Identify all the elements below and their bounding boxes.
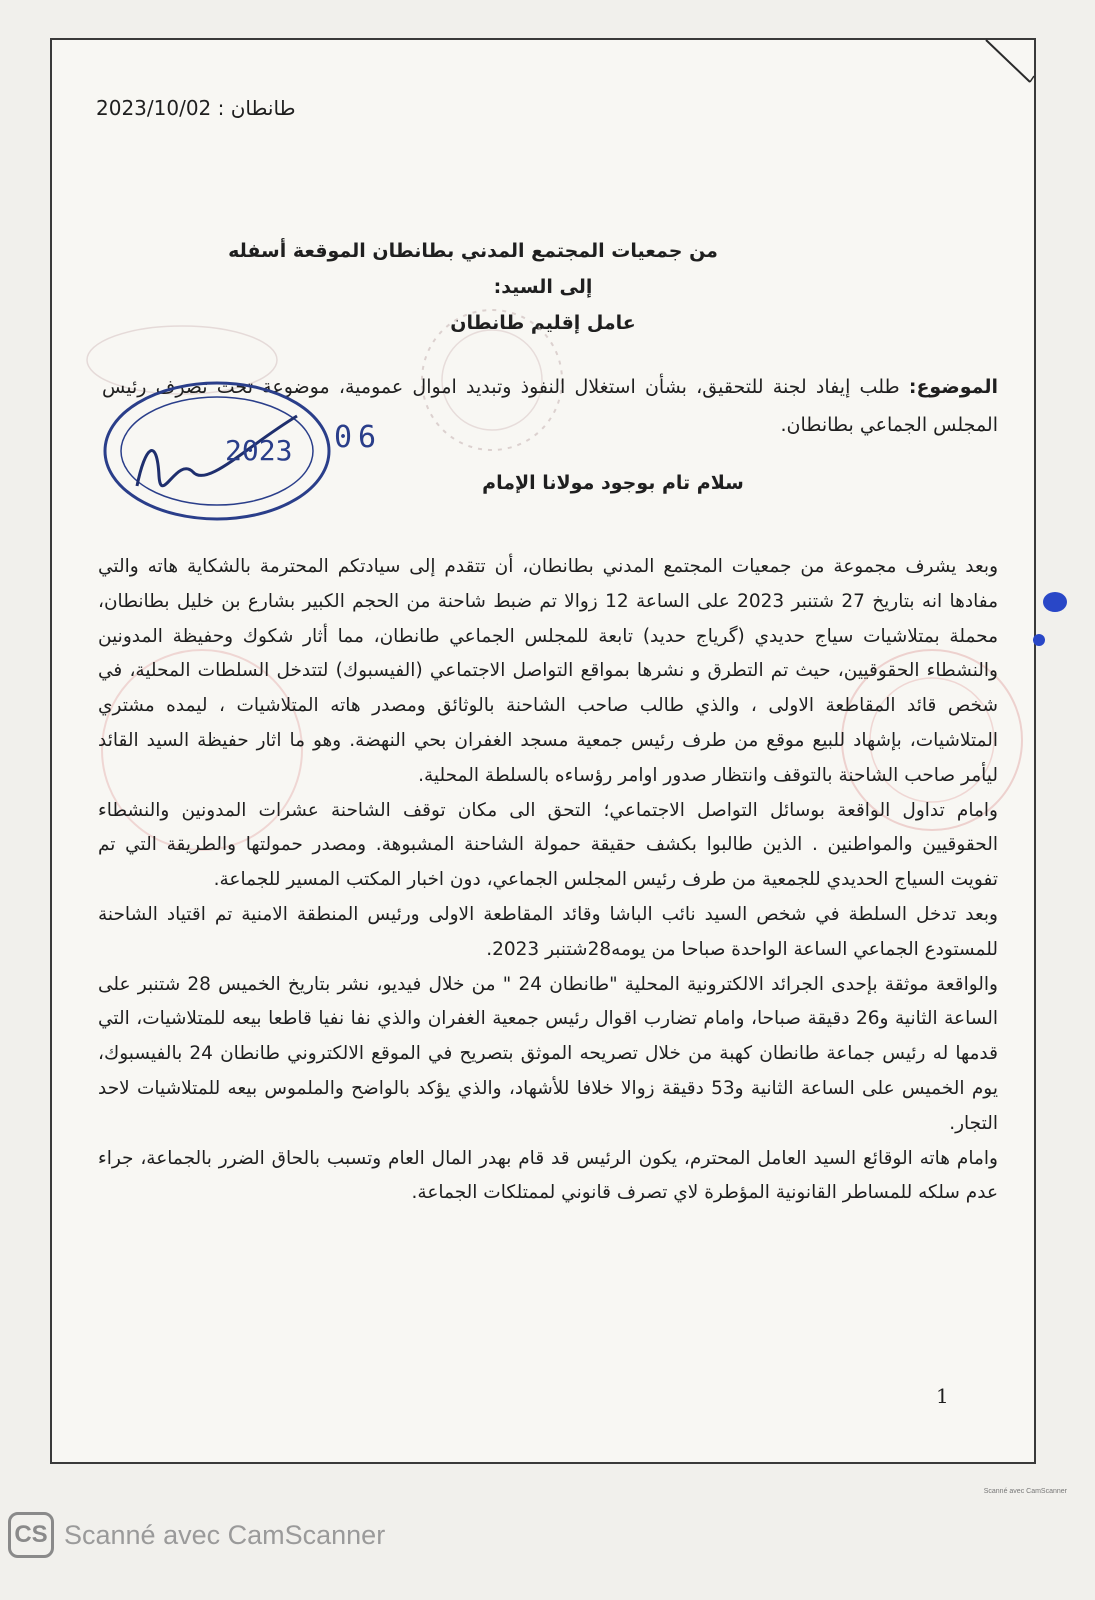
official-stamp	[97, 376, 337, 526]
body-paragraph-1: وبعد يشرف مجموعة من جمعيات المجتمع المدني بطانطان، أن تتقدم إلى سيادتكم المحترمة بالشكاية هاته والتي مفادها انه بتاريخ 27 شتنبر 2023 على الساعة 12 زوالا تم ضبط شاحنة من الحجم الكبير بشارع بن خليل بطانطان، محملة بمتلاشيات سياج حديدي (گرياج حديد) تابعة للمجلس الجماعي طانطان، مما أثار شكوك وحفيظة المدونين والنشطاء الحقوقيين، حيث تم التطرق و نشرها بمواقع التواصل الاجتماعي (الفيسبوك) لتتدخل السلطات المحلية، في شخص قائد المقاطعة الاولى ، والذي طالب صاحب الشاحنة بالوثائق ومصدر هاته المتلاشيات ، ليمده مشتري المتلاشيات، بإشهاد للبيع موقع من طرف رئيس جمعية مسجد الغفران بحي النهضة. وهو ما اثار حفيظة السيد القائد ليأمر صاحب الشاحنة بالتوقف وانتظار صدور اوامر رؤساءه بالسلطة المحلية.	[98, 556, 998, 786]
stamp-day: 06	[334, 420, 383, 455]
body-paragraph-2: وامام تداول الواقعة بوسائل التواصل الاجتماعي؛ التحق الى مكان توقف الشاحنة عشرات المدونين والنشطاء الحقوقيين والمواطنين . الذين طالبوا بكشف حقيقة حمولة الشاحنة المشبوهة. ومصدر حمولتها والطريقة التي تم تفويت السياج الحديدي للجمعية من طرف رئيس المجلس الجماعي، دون اخبار المكتب المسير للجماعة.	[98, 799, 998, 891]
salutation: سلام تام بوجود مولانا الإمام	[482, 472, 744, 494]
body-paragraph-3: وبعد تدخل السلطة في شخص السيد نائب الباشا وقائد المقاطعة الاولى ورئيس المنطقة الامنية تم اقتياد الشاحنة للمستودع الجماعي الساعة الواحدة صباحا من يومه28شتنبر 2023.	[98, 903, 998, 960]
camscanner-watermark	[8, 1512, 385, 1558]
subject-text: طلب إيفاد لجنة للتحقيق، بشأن استغلال النفوذ وتبديد اموال عمومية، موضوعة تحت تصرف رئيس المجلس الجماعي بطانطان.	[102, 376, 998, 436]
corner-pen-mark	[980, 36, 1040, 88]
camscanner-label: Scanné avec CamScanner	[64, 1519, 386, 1550]
page-number: 1	[936, 1384, 949, 1408]
camscanner-tiny-label: Scanné avec CamScanner	[983, 1488, 1067, 1495]
ink-blot	[1043, 592, 1067, 612]
ink-blot-small	[1033, 634, 1045, 646]
header-to-label: إلى السيد:	[493, 276, 593, 298]
date-line: طانطان : 2023/10/02	[96, 96, 296, 120]
letter-header	[52, 233, 1034, 341]
body-paragraph-4: والواقعة موثقة بإحدى الجرائد الالكترونية المحلية "طانطان 24 " من خلال فيديو، نشر بتاريخ الخميس 28 شتنبر على الساعة الثانية و26 دقيقة صباحا، وامام تضارب اقوال رئيس جمعية الغفران والذي نفا نفيا قاطعا بيعه للمتلاشيات، التي قدمها له رئيس جماعة طانطان كهبة من خلال تصريحه الموثق بتصريح في الموقع الالكتروني طانطان 24 بالفيسبوك، يوم الخميس على الساعة الثانية و53 دقيقة زوالا خلافا للأشهاد، والذي يؤكد بالواضح والملموس بيعه للمتلاشيات لاحد التجار.	[98, 973, 999, 1134]
camscanner-logo: CS	[8, 1512, 54, 1558]
letter-body	[98, 550, 998, 1211]
header-recipient: عامل إقليم طانطان	[450, 312, 636, 334]
document-page	[50, 38, 1036, 1464]
stamp-year: 2023	[225, 434, 293, 467]
header-from: من جمعيات المجتمع المدني بطانطان الموقعة أسفله	[228, 240, 718, 262]
body-paragraph-5: وامام هاته الوقائع السيد العامل المحترم، يكون الرئيس قد قام بهدر المال العام وتسبب بالحاق الضرر بالجماعة، جراء عدم سلكه للمساطر القانونية المؤطرة لاي تصرف قانوني لممتلكات الجماعة.	[98, 1147, 998, 1204]
subject-label: الموضوع:	[908, 376, 998, 398]
